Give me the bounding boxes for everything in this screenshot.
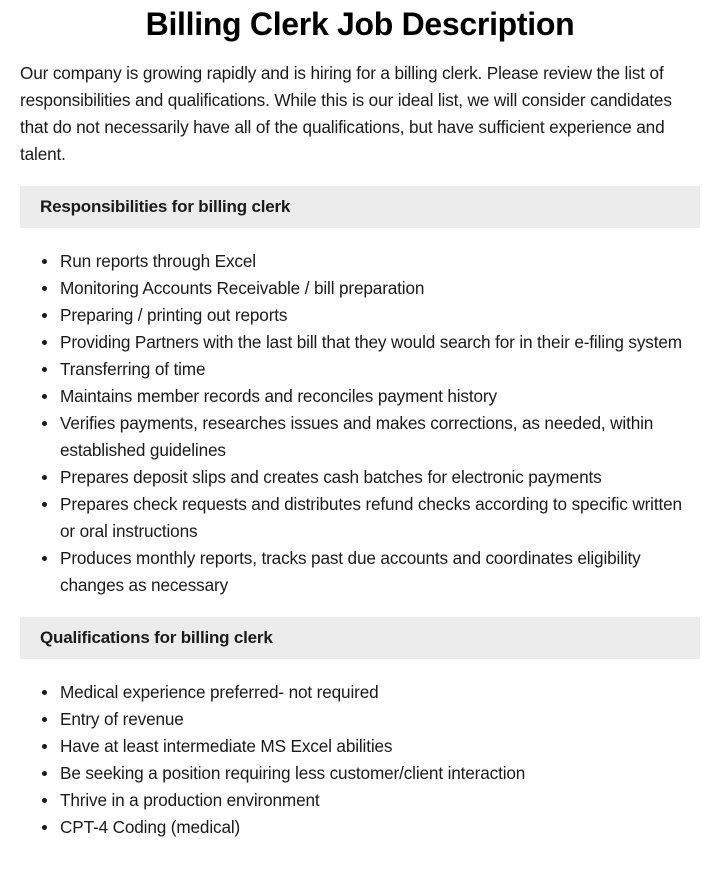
list-item xyxy=(60,356,700,383)
bullet-icon xyxy=(42,340,47,345)
list-item-text: Transferring of time xyxy=(60,359,206,379)
bullet-icon xyxy=(42,556,47,561)
bullet-icon xyxy=(42,475,47,480)
list-item-text: Produces monthly reports, tracks past due accounts and coordinates eligibility changes as necessary xyxy=(60,548,641,595)
list-item-text: Providing Partners with the last bill that they would search for in their e-filing system xyxy=(60,332,682,352)
list-item-text: Thrive in a production environment xyxy=(60,790,320,810)
bullet-icon xyxy=(42,744,47,749)
list-item-text: Medical experience preferred- not required xyxy=(60,682,379,702)
list-item xyxy=(60,248,700,275)
bullet-icon xyxy=(42,502,47,507)
qualifications-list xyxy=(20,679,700,841)
list-item-text: Prepares deposit slips and creates cash batches for electronic payments xyxy=(60,467,602,487)
intro-paragraph: Our company is growing rapidly and is hiring for a billing clerk. Please review the list of responsibilities and qualifications. While this is our ideal list, we will consider candidates that do not necessarily have all of the qualifications, but have sufficient experience and talent. xyxy=(20,63,672,164)
list-item xyxy=(60,275,700,302)
list-item-text: Prepares check requests and distributes refund checks according to specific written or oral instructions xyxy=(60,494,682,541)
bullet-icon xyxy=(42,825,47,830)
list-item-text: Verifies payments, researches issues and makes corrections, as needed, within established guidelines xyxy=(60,413,654,460)
list-item xyxy=(60,679,700,706)
list-item-text: CPT-4 Coding (medical) xyxy=(60,817,241,837)
bullet-icon xyxy=(42,771,47,776)
list-item xyxy=(60,706,700,733)
bullet-icon xyxy=(42,717,47,722)
page-title: Billing Clerk Job Description xyxy=(145,6,575,42)
list-item-text: Be seeking a position requiring less customer/client interaction xyxy=(60,763,526,783)
bullet-icon xyxy=(42,421,47,426)
qualifications-heading: Qualifications for billing clerk xyxy=(20,617,700,659)
list-item xyxy=(60,302,700,329)
list-item-text: Maintains member records and reconciles payment history xyxy=(60,386,497,406)
bullet-icon xyxy=(42,798,47,803)
bullet-icon xyxy=(42,259,47,264)
responsibilities-list xyxy=(20,248,700,599)
list-item xyxy=(60,760,700,787)
responsibilities-heading: Responsibilities for billing clerk xyxy=(20,186,700,228)
list-item xyxy=(60,383,700,410)
list-item xyxy=(60,733,700,760)
list-item-text: Have at least intermediate MS Excel abilities xyxy=(60,736,393,756)
list-item-text: Run reports through Excel xyxy=(60,251,256,271)
list-item-text: Entry of revenue xyxy=(60,709,184,729)
list-item xyxy=(60,491,700,545)
bullet-icon xyxy=(42,313,47,318)
bullet-icon xyxy=(42,690,47,695)
bullet-icon xyxy=(42,367,47,372)
bullet-icon xyxy=(42,286,47,291)
list-item xyxy=(60,410,700,464)
list-item xyxy=(60,329,700,356)
list-item xyxy=(60,545,700,599)
list-item xyxy=(60,464,700,491)
list-item xyxy=(60,814,700,841)
list-item-text: Preparing / printing out reports xyxy=(60,305,288,325)
bullet-icon xyxy=(42,394,47,399)
list-item xyxy=(60,787,700,814)
list-item-text: Monitoring Accounts Receivable / bill preparation xyxy=(60,278,425,298)
